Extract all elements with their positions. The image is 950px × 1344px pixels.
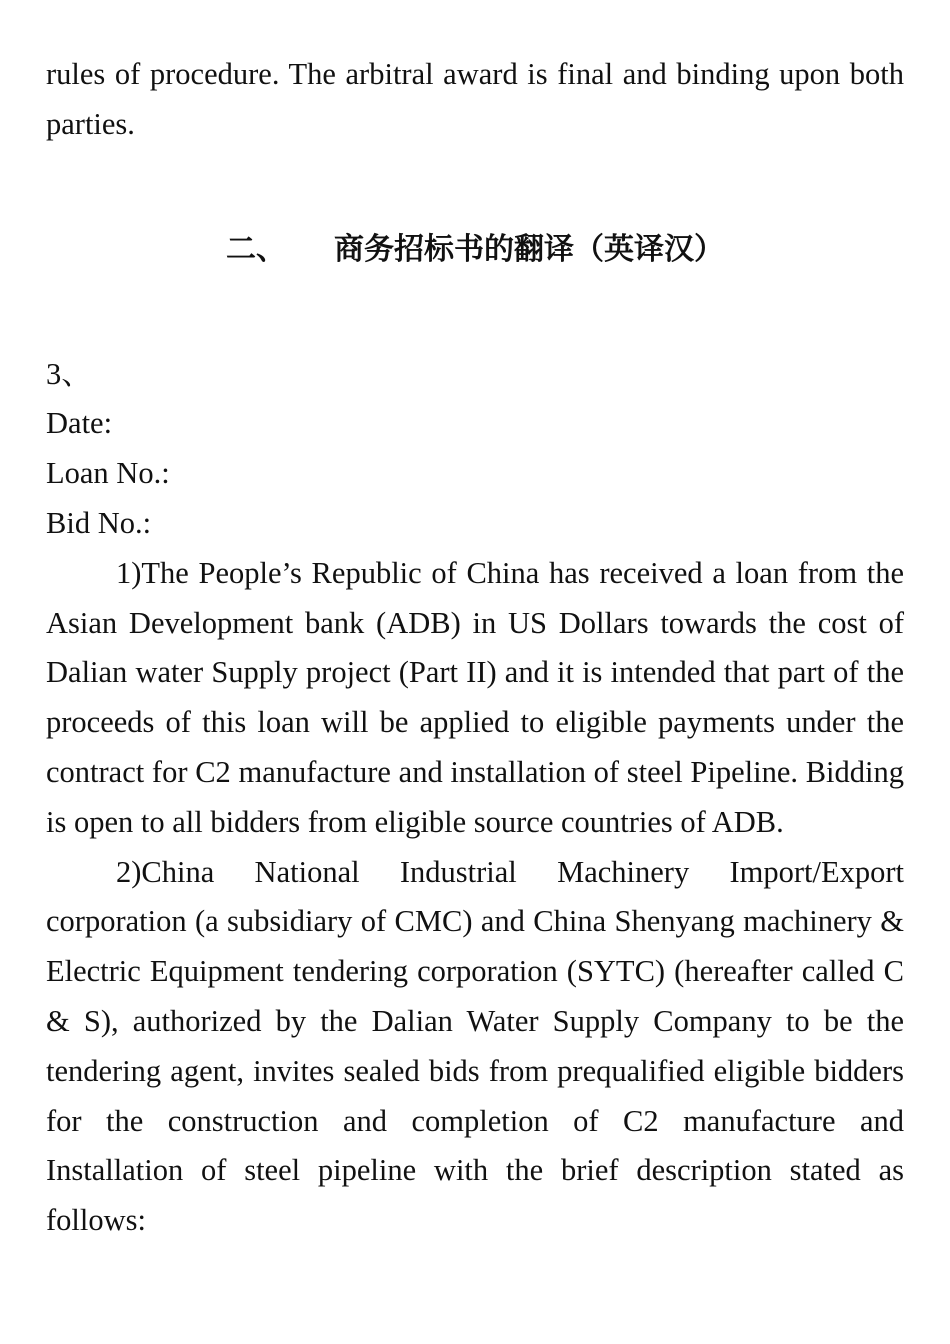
section-heading-number: 二、 bbox=[226, 231, 286, 267]
loan-number-field-label: Loan No.: bbox=[46, 456, 170, 491]
item-number: 3、 bbox=[46, 356, 92, 391]
paragraph-2: 2)China National Industrial Machinery Import/Export corporation (a subsidiary of CMC) and China Shenyang machinery & Electric Equipment tendering corporation (SYTC) (hereafter called C & S), authorized by the Dalian Water Supply Company to be the tendering agent, invites sealed bids from prequalified eligible bidders for the construction and completion of C2 manufacture and Installation of steel pipeline with the brief description stated as follows: bbox=[46, 854, 904, 1238]
section-heading bbox=[46, 200, 904, 300]
document-page bbox=[46, 50, 904, 1246]
date-field-label: Date: bbox=[46, 406, 113, 441]
spacer bbox=[46, 300, 904, 350]
bid-number-field-label: Bid No.: bbox=[46, 505, 152, 540]
section-heading-title: 商务招标书的翻译（英译汉） bbox=[334, 231, 724, 267]
paragraph-1: 1)The People’s Republic of China has received a loan from the Asian Development bank (ADB) in US Dollars towards the cost of Dalian water Supply project (Part II) and it is intended that part of the proceeds of this loan will be applied to eligible payments under the contract for C2 manufacture and installation of steel Pipeline. Bidding is open to all bidders from eligible source countries of ADB. bbox=[46, 555, 904, 839]
intro-paragraph: rules of procedure. The arbitral award is final and binding upon both parties. bbox=[46, 57, 904, 141]
